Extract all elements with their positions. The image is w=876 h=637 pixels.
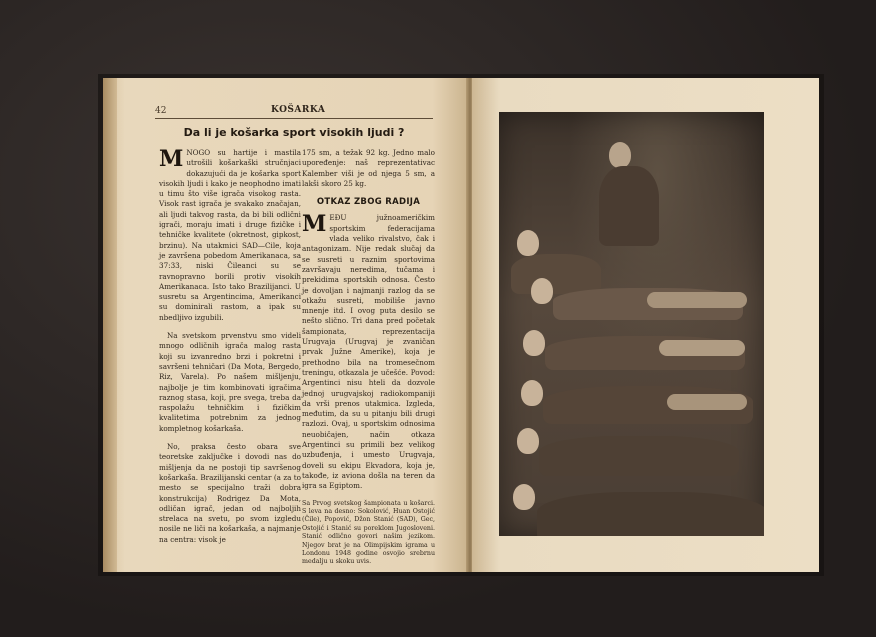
- paragraph-text: EĐU južnoameričkim sportskim federacijama vlada veliko rivalstvo, čak i antagonizam. Nije redak slučaj da se susreti u raznim sportovima završavaju neredima, tučama i prekidima sportskih odnosa. Često je dovoljan i najmanji razlog da se otkažu susreti, mobiliše javno mnenje itd. I ovog puta desilo se nešto slično. Tri dana pred početak šampionata, reprezentacija Urugvaja (Urugvaj je zvaničan prvak Južne Amerike), koja je prethodno bila na tromesečnom treningu, otkazala je učešće. Povod: Argentinci nisu hteli da dozvole jednoj urugvajskoj radiokompaniji da vrši prenos utakmica. Izgleda, međutim, da su u pitanju bili drugi razlozi. Ovaj, u sportskim odnosima neuobičajen, način otkaza Argentinci su primili bez velikog uzbuđenja, i umesto Urugvaja, doveli su ekipu Ekvadora, koja je, takođe, iz aviona došla na teren da igra sa Egiptom.: [302, 213, 435, 491]
- photo-caption: Sa Prvog svetskog šampionata u košarci. S leva na desno: Sokolović, Huan Ostojić (Čile), Popović, Džon Stanić (SAD), Gec, Ostojić i Stanić su poreklom Jugosloveni. Stanić odlično govori našim jezikom. Njegov brat je na Olimpijskim igrama u Londonu 1948 godine osvojio srebrnu medalju u skoku uvis.: [302, 499, 435, 566]
- text-column-left: [159, 148, 301, 553]
- article-title: Da li je košarka sport visokih ljudi ?: [183, 126, 405, 139]
- paragraph-text: NOGO su hartije i mastila utrošili košarkaški stručnjaci dokazujući da je košarka sport visokih ljudi i kako je neophodno imati u timu što više igrača visokog rasta. Visok rast igrača je svakako značajan, ali ljudi takvog rasta, da bi bili odlični igrači, moraju imati i druge fizičke i tehničke kvalitete (okretnost, gipkost, brzinu). Na utakmici SAD—Cile, koja je završena pobedom Amerikanaca, sa 37:33, niski Čileanci su se ravnopravno borili protiv visokih Amerikanaca. Isto tako Brazilijanci. U susretu sa Argentincima, Amerikanci su dominirali rastom, a ipak su nbedljivo izgubili.: [159, 148, 301, 322]
- section-subhead: OTKAZ ZBOG RADIJA: [316, 197, 421, 208]
- text-column-right: [302, 148, 435, 575]
- dropcap: M: [302, 211, 327, 238]
- running-head: KOŠARKA: [271, 105, 326, 115]
- page-edge: [103, 78, 117, 572]
- team-photo: [499, 112, 764, 536]
- page-number: 42: [155, 106, 167, 116]
- open-book: [103, 78, 819, 572]
- paragraph: [159, 148, 301, 323]
- dropcap: M: [159, 146, 184, 172]
- paragraph: Na svetskom prvenstvu smo videli mnogo odličnih igrača malog rasta koji su izvanredno brzi i pokretni i savršeni tehničari (Da Mota, Bergedo, Riz, Varela). Po našem mišljenju, najbolje je tim kombinovati igračima raznog stasa, koji, pre svega, treba da raspolažu tehničkim i fizičkim kvalitetima potrebnim za jednog kompletnog košarkaša.: [159, 331, 301, 433]
- paragraph: [302, 213, 435, 491]
- paragraph: No, praksa često obara sve teoretske zaključke i dovodi nas do mišljenja da ne postoji tip savršenog košarkaša. Brazilijanski centar (a za to mesto se specijalno traži dobra konstrukcija) Rodrigez Da Mota, odličan igrač, jedan od najboljih strelaca na svetu, po svom izgledu nosile ne liči na košarkaša, a najmanje na centra: visok je: [159, 442, 301, 544]
- left-page: [103, 78, 469, 572]
- paragraph: 175 sm, a težak 92 kg. Jedno malo upoređenje: naš reprezentativac Kalember viši je od njega 5 sm, a lakši skoro 25 kg.: [302, 148, 435, 188]
- right-page: [472, 78, 819, 572]
- header-rule: [155, 118, 433, 119]
